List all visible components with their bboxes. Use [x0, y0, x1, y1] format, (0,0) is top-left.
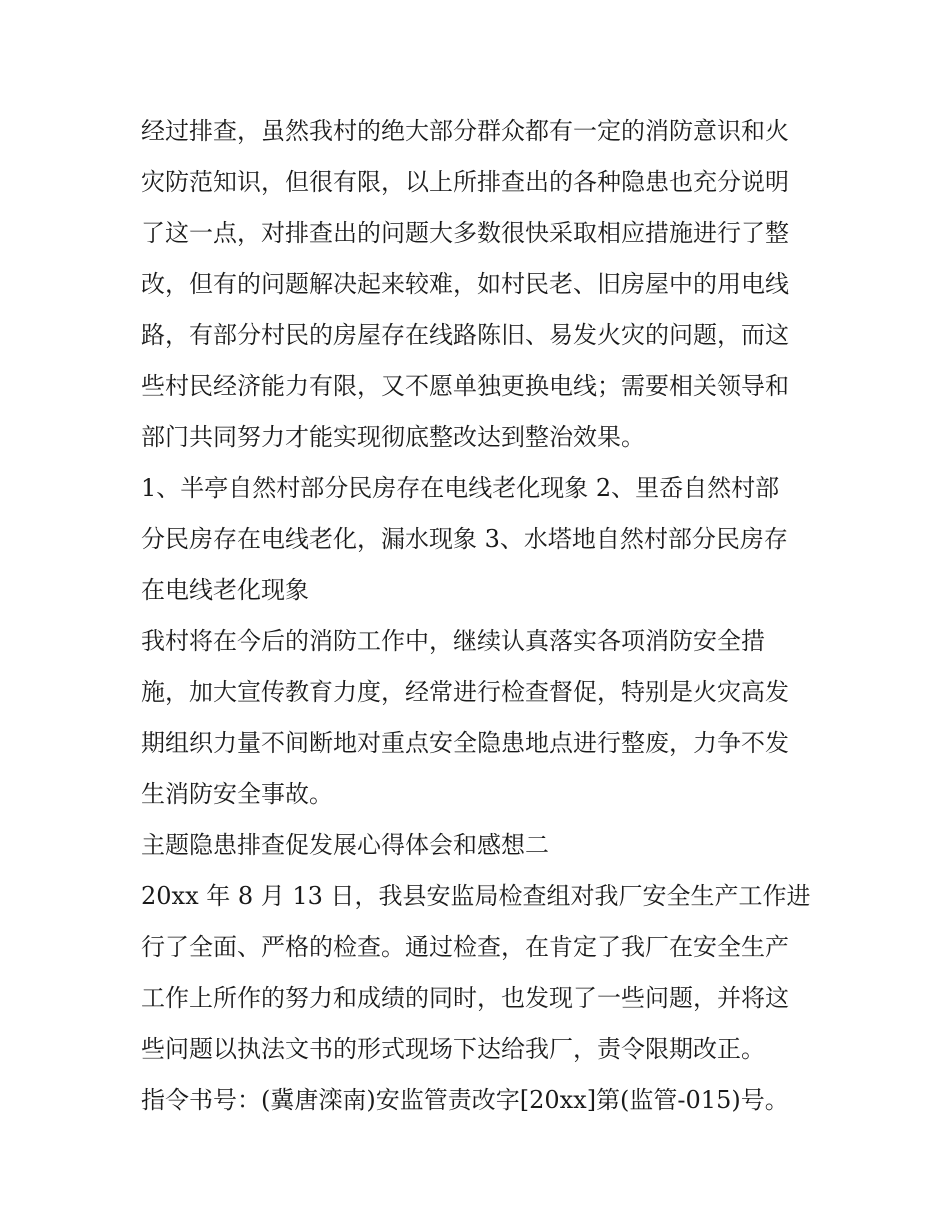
section-heading: 主题隐患排查促发展心得体会和感想二: [141, 831, 549, 859]
paragraph-1-line-7: 部门共同努力才能实现彻底整改达到整治效果。: [141, 423, 645, 451]
paragraph-1-line-6: 些村民经济能力有限，又不愿单独更换电线；需要相关领导和: [141, 372, 789, 400]
paragraph-3-line-4: 些问题以执法文书的形式现场下达给我厂，责令限期改正。: [141, 1035, 765, 1063]
paragraph-1-line-3: 了这一点，对排查出的问题大多数很快采取相应措施进行了整: [141, 219, 789, 247]
hazard-list-line-3: 在电线老化现象: [141, 576, 309, 604]
paragraph-2-line-3: 期组织力量不间断地对重点安全隐患地点进行整废，力争不发: [141, 729, 789, 757]
paragraph-1-line-4: 改，但有的问题解决起来较难，如村民老、旧房屋中的用电线: [141, 270, 789, 298]
paragraph-2-line-4: 生消防安全事故。: [141, 780, 333, 808]
paragraph-1-line-1: 经过排查，虽然我村的绝大部分群众都有一定的消防意识和火: [141, 117, 789, 145]
directive-number-line: 指令书号：(冀唐滦南)安监管责改字[20xx]第(监管-015)号。: [141, 1086, 789, 1114]
hazard-list-line-1: 1、半亭自然村部分民房存在电线老化现象 2、里岙自然村部: [141, 474, 780, 502]
paragraph-2-line-1: 我村将在今后的消防工作中，继续认真落实各项消防安全措: [141, 627, 765, 655]
paragraph-3-line-1: 20xx 年 8 月 13 日，我县安监局检查组对我厂安全生产工作进: [141, 882, 811, 910]
paragraph-2-line-2: 施，加大宣传教育力度，经常进行检查督促，特别是火灾高发: [141, 678, 789, 706]
document-body: [141, 106, 813, 1126]
hazard-list-line-2: 分民房存在电线老化，漏水现象 3、水塔地自然村部分民房存: [141, 525, 788, 553]
paragraph-3-line-3: 工作上所作的努力和成绩的同时，也发现了一些问题，并将这: [141, 984, 789, 1012]
paragraph-1-line-5: 路，有部分村民的房屋存在线路陈旧、易发火灾的问题，而这: [141, 321, 789, 349]
paragraph-3-line-2: 行了全面、严格的检查。通过检查，在肯定了我厂在安全生产: [141, 933, 789, 961]
paragraph-1-line-2: 灾防范知识，但很有限，以上所排查出的各种隐患也充分说明: [141, 168, 789, 196]
